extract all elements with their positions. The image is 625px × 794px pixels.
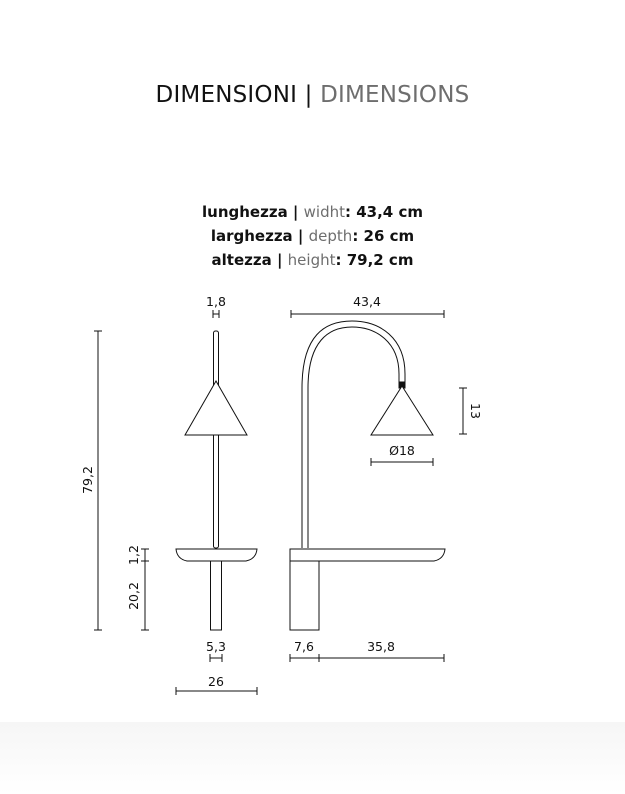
spec-length-en: widht [303,203,345,221]
spec-length-it: lunghezza [202,203,288,221]
title-italian: DIMENSIONI [155,82,298,108]
label-total-height: 79,2 [80,466,95,494]
label-shade-diameter: Ø18 [389,443,415,458]
dimension-lines [94,310,467,695]
label-shelf-thickness: 1,2 [126,545,141,565]
label-total-length: 43,4 [353,294,381,309]
spec-length-sep: | [292,203,299,221]
spec-height-value: : 79,2 cm [335,251,414,269]
spec-length-value: : 43,4 cm [345,203,423,221]
front-stem [214,331,219,548]
label-base-side: 7,6 [294,639,314,654]
front-shelf [176,549,257,561]
label-shelf-depth: 26 [208,674,224,689]
front-base [211,561,222,630]
label-base-front: 5,3 [206,639,226,654]
side-arm-inner [308,327,399,548]
footer-band [0,722,625,794]
label-stem-diameter: 1,8 [206,294,226,309]
front-view [176,331,257,630]
side-shade [371,386,433,435]
side-shelf [290,549,445,561]
spec-height-en: height [287,251,336,269]
spec-depth-sep: | [297,227,304,245]
side-view [290,321,445,630]
side-base [290,561,319,630]
label-shade-height: 13 [468,403,483,419]
label-shelf-length: 35,8 [367,639,395,654]
spec-depth-en: depth [308,227,353,245]
title-separator: | [304,82,313,108]
spec-depth-it: larghezza [210,227,293,245]
label-base-height: 20,2 [126,582,141,610]
spec-height-it: altezza [211,251,272,269]
spec-height-sep: | [276,251,283,269]
spec-depth-value: : 26 cm [352,227,415,245]
title-english: DIMENSIONS [320,82,470,108]
front-shade [185,381,247,435]
